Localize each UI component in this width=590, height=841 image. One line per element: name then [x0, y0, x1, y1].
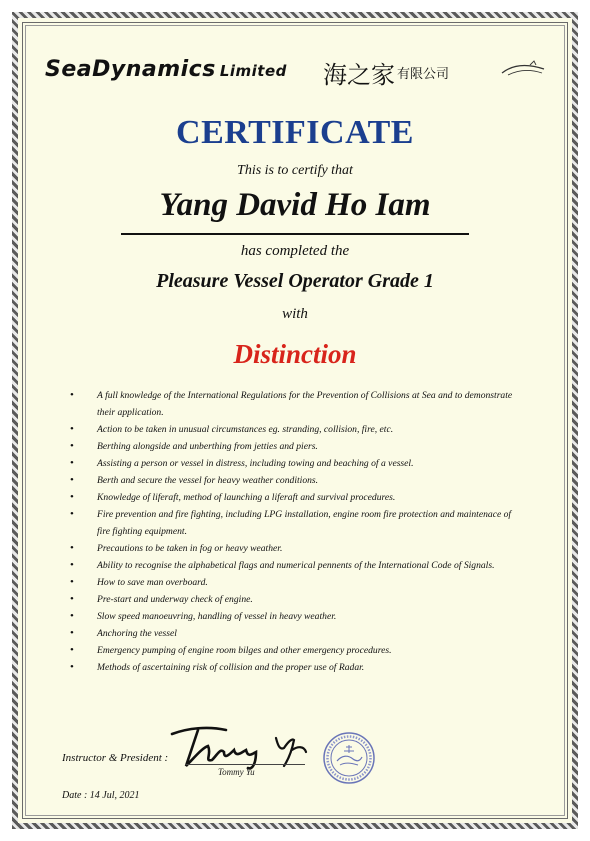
company-chinese-suffix: 有限公司 [397, 67, 450, 82]
list-item: • Methods of ascertaining risk of collision and the proper use of Radar. [70, 659, 525, 676]
list-item: • Berthing alongside and unberthing from jetties and piers. [70, 438, 525, 455]
list-item: • Slow speed manoeuvring, handling of vessel in heavy weather. [70, 608, 525, 625]
list-item: • Ability to recognise the alphabetical flags and numerical pennents of the International Code of Signals. [70, 557, 525, 574]
company-suffix: Limited [219, 62, 287, 80]
grade-distinction: Distinction [233, 339, 357, 369]
company-name-text: SeaDynamics [45, 57, 216, 82]
list-item: • Pre-start and underway check of engine. [70, 591, 525, 608]
company-header [45, 55, 545, 87]
list-item: • A full knowledge of the International Regulations for the Prevention of Collisions at Sea and to demonstrate their application. [70, 387, 525, 421]
list-item: • Emergency pumping of engine room bilges and other emergency procedures. [70, 642, 525, 659]
certify-text: This is to certify that [237, 163, 353, 178]
course-name: Pleasure Vessel Operator Grade 1 [156, 270, 434, 292]
with-text: with [282, 306, 308, 322]
competency-list [70, 387, 525, 676]
list-item: • Precautions to be taken in fog or heavy weather. [70, 540, 525, 557]
instructor-label: Instructor & President : [62, 752, 169, 764]
list-item: • Berth and secure the vessel for heavy weather conditions. [70, 472, 525, 489]
signer-name: Tommy Yu [218, 767, 255, 777]
list-item: • Assisting a person or vessel in distress, including towing and beaching of a vessel. [70, 455, 525, 472]
recipient-name: Yang David Ho Iam [159, 187, 431, 223]
list-item: • Knowledge of liferaft, method of launching a liferaft and survival procedures. [70, 489, 525, 506]
completed-text: has completed the [240, 243, 350, 259]
list-item: • Anchoring the vessel [70, 625, 525, 642]
company-name [45, 57, 287, 82]
list-item: • Fire prevention and fire fighting, including LPG installation, engine room fire protection and maintenace of fire fighting equipment. [70, 506, 525, 540]
issue-date: Date : 14 Jul, 2021 [62, 790, 140, 801]
boat-wave-logo-icon [500, 59, 548, 81]
list-item: • How to save man overboard. [70, 574, 525, 591]
certificate-title: CERTIFICATE [176, 114, 414, 151]
signature-line [185, 764, 305, 765]
list-item: • Action to be taken in unusual circumstances eg. stranding, collision, fire, etc. [70, 421, 525, 438]
company-seal-stamp-icon [322, 731, 376, 785]
recipient-underline [121, 233, 469, 235]
company-chinese-name: 海之家 [323, 61, 395, 89]
